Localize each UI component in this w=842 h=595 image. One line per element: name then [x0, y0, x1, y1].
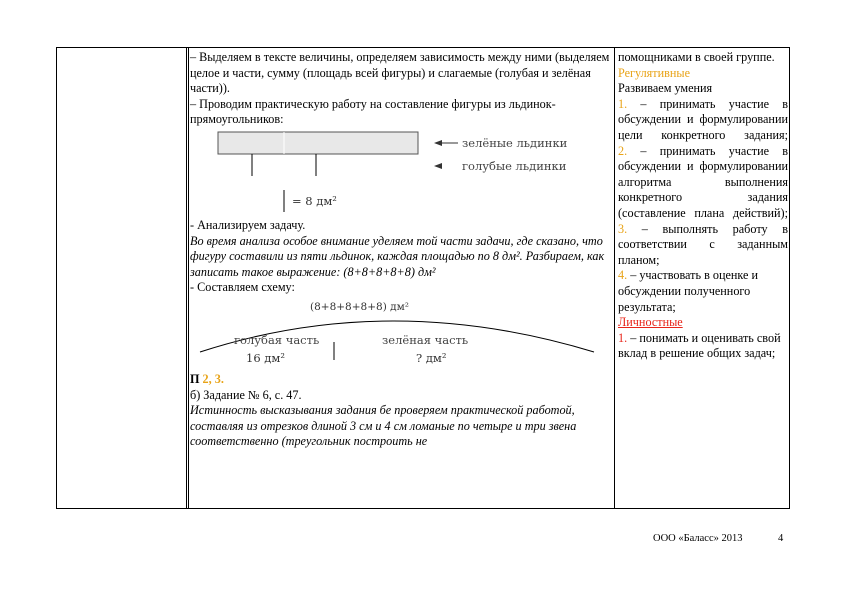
top-continuation: помощниками в своей группе. — [618, 50, 775, 64]
footer-page-number: 4 — [778, 533, 784, 544]
skill-number: 2. — [618, 143, 628, 158]
skill-item — [618, 144, 788, 222]
table-border-col1 — [186, 48, 187, 508]
green-part-value: ? дм² — [416, 350, 447, 365]
skill-number: 1. — [618, 96, 628, 111]
skill-item — [618, 222, 788, 269]
skills-subheading: Развиваем умения — [618, 81, 713, 96]
arrow-blue-head — [434, 163, 442, 169]
skill-number: 3. — [618, 221, 628, 236]
table-border-right — [789, 48, 790, 508]
skill-item — [618, 97, 788, 144]
skill-number: 4. — [618, 268, 628, 283]
skill-text: – понимать и оценивать свой вклад в решение общих задач; — [618, 330, 781, 361]
skills-column — [618, 50, 788, 362]
area-label: = 8 дм² — [292, 193, 337, 208]
skill-number: 1. — [618, 330, 628, 345]
lesson-content-column — [190, 50, 612, 450]
skill-item — [618, 268, 788, 315]
regulatory-heading: Регулятивные — [618, 65, 690, 80]
skill-text: – выполнять работу в соответствии с заданным планом; — [618, 221, 788, 267]
green-floes-label: зелёные льдинки — [462, 135, 568, 150]
blue-floes-label: голубые льдинки — [462, 158, 567, 173]
step-analyze: - Анализируем задачу. — [190, 217, 306, 232]
task-six-note: Истинность высказывания задания бе проверяем практической работой, составляя из отрезков длиной 3 см и 4 см ломаные по четыре и три звена соответственно (треугольник построить не — [190, 403, 577, 449]
step-make-scheme: - Составляем схему: — [190, 280, 295, 295]
personal-heading: Личностные — [618, 315, 683, 330]
skill-text: – участвовать в оценке и обсуждении полученного результата; — [618, 268, 759, 314]
ice-floes-diagram — [190, 128, 612, 218]
analysis-note: Во время анализа особое внимание уделяем той части задачи, где сказано, что фигуру составили из пяти льдинок, каждая площадью по 8 дм². Разбираем, как записать такое выражение: (8+8+8+8+8) дм² — [190, 233, 605, 279]
reference-prefix: П — [190, 371, 203, 386]
figure-rectangle — [218, 132, 418, 154]
table-border-col2 — [188, 48, 189, 508]
arrow-green-head — [434, 140, 442, 146]
reference-items: 2, 3. — [202, 371, 224, 386]
blue-part-value: 16 дм² — [246, 350, 285, 365]
step-identify-quantities: – Выделяем в тексте величины, определяем зависимость между ними (выделяем целое и части, сумму (площадь всей фигуры) и слагаемые (голубая и зелёная части)). — [190, 50, 610, 96]
step-practical-work: – Проводим практическую работу на составление фигуры из льдинок-прямоугольников: — [190, 96, 556, 127]
textbook-reference — [190, 372, 612, 388]
table-border-left — [56, 48, 57, 508]
skill-text: – принимать участие в обсуждении и формулировании цели конкретного задания; — [618, 96, 788, 142]
table-border-col3 — [614, 48, 615, 508]
footer-publisher: ООО «Баласс» 2013 — [653, 533, 743, 544]
green-part-label: зелёная часть — [382, 332, 469, 347]
personal-skill-item — [618, 331, 788, 362]
skill-text: – принимать участие в обсуждении и формулировании алгоритма выполнения конкретного задания (составление плана действий); — [618, 143, 788, 220]
lesson-table — [56, 47, 790, 509]
sum-scheme-diagram — [190, 296, 612, 372]
blue-part-label: голубая часть — [234, 332, 320, 347]
task-six: б) Задание № 6, с. 47. — [190, 387, 302, 402]
total-label: (8+8+8+8+8) дм² — [310, 300, 409, 313]
